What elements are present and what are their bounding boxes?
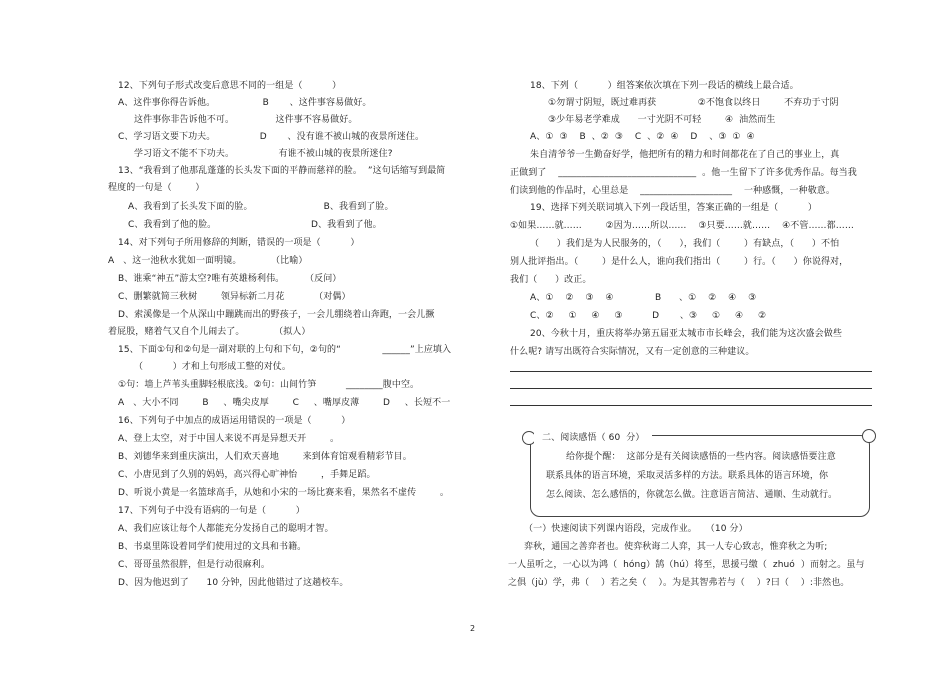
question-14-option-d-cont: 着屁股，赌着气又自个儿闹去了。 （拟人） (108, 327, 311, 337)
question-14-option-c: C、删繁就简三秋树 领异标新二月花 （对偶） (118, 292, 351, 302)
question-12-options-cd-cont: 学习语文不能不下功夫。 有谁不被山城的夜景所迷住? (134, 149, 393, 159)
banner-line-3: 怎么阅读、怎么感悟的，你就怎么做。注意语言简洁、通顺、生动就行。 (546, 490, 838, 500)
question-17-option-b: B、书桌里陈设着同学们使用过的文具和书籍。 (118, 542, 307, 552)
question-17-stem: 17、下列句子中没有语病的一句是（ ） (118, 506, 305, 516)
question-19-passage-1: （ ）我们是为人民服务的，（ ），我们（ ）有缺点，（ ）不怕 (530, 239, 840, 249)
question-14-option-b: B、谁乘“神五”游太空?唯有英雄杨利伟。 （反问） (118, 274, 342, 284)
question-19-options-ab: A、① ② ③ ④ B 、① ② ④ ③ (530, 293, 757, 303)
question-13-options-cd: C、我看到了他的脸。 D、我看到了他。 (128, 220, 382, 230)
question-19-passage-3: 我们（ ）改正。 (510, 275, 592, 285)
question-20-stem-cont: 什么呢? 请写出既符合实际情况，又有一定创意的三种建议。 (510, 347, 755, 357)
question-18-items-34: ③少年易老学难成 一寸光阴不可轻 ④ 油然而生 (548, 115, 776, 125)
reading-passage-line-2: 一人虽听之，一心以为鸿（ hóng）鹄（hú）将至，思援弓缴（ zhuó ）而射之。虽与 (508, 560, 865, 570)
page-number: 2 (470, 624, 476, 633)
question-12-options-cd: C、学习语文要下功夫。 D 、没有谁不被山城的夜景所迷住。 (118, 132, 425, 142)
question-19-stem: 19、选择下列关联词填入下列一段话里，答案正确的一组是（ ） (530, 203, 817, 213)
question-18-passage-2: 正做到了 ______________________________ 。他一生留下了许多优秀作品。每当我 (510, 168, 857, 178)
question-14-option-a: A 、这一池秋水犹如一面明镜。 （比喻） (108, 256, 308, 266)
question-18-passage-1: 朱自清爷爷一生勤奋好学，他把所有的精力和时间都花在了自己的事业上，真 (530, 150, 840, 160)
question-12-options-ab: A、这件事你得告诉他。 B 、这件事容易做好。 (118, 98, 372, 108)
answer-line-3[interactable] (510, 405, 872, 406)
question-16-option-c: C、小唐见到了久别的妈妈，高兴得心旷神怡 ，手舞足蹈。 (118, 470, 376, 480)
reading-tips-banner (520, 427, 872, 517)
question-19-options-cd: C、② ① ④ ③ D 、③ ① ④ ② (530, 311, 767, 321)
question-17-option-a: A、我们应该让每个人都能充分发扬自己的聪明才智。 (118, 524, 334, 534)
question-15-couplet: ①句：墙上芦苇头重脚轻根底浅。②句：山间竹笋 ________腹中空。 (118, 380, 420, 390)
question-16-option-a: A、登上太空，对于中国人来说不再是异想天开 。 (118, 434, 340, 444)
question-16-stem: 16、下列句子中加点的成语运用错误的一项是（ ） (118, 416, 351, 426)
reading-instruction: （一）快速阅读下列课内语段，完成作业。 （10 分） (524, 524, 748, 534)
question-13-stem: 13、“我看到了他那乱蓬蓬的长头发下面的平静而慈祥的脸。 ”这句话缩写到最简 (118, 166, 446, 176)
question-13-stem-cont: 程度的一句是（ ） (108, 183, 205, 193)
question-19-conjunctions: ①如果……就…… ②因为……所以…… ③只要……就…… ④不管……都…… (510, 221, 854, 231)
question-17-option-d: D、因为他迟到了 10 分钟，因此他错过了这趟校车。 (118, 578, 349, 588)
question-16-option-d: D、听说小黄是一名篮球高手，从她和小宋的一场比赛来看，果然名不虚传 。 (118, 488, 450, 498)
question-13-options-ab: A、我看到了长头发下面的脸。 B、我看到了脸。 (128, 202, 394, 212)
banner-line-1: 给你提个醒： 这部分是有关阅读感悟的一些内容。阅读感悟要注意 (566, 452, 836, 462)
answer-line-2[interactable] (510, 388, 872, 389)
question-18-items-12: ①勿谓寸阴短，既过难再获 ②不饱食以终日 不弃功于寸阴 (548, 98, 839, 108)
answer-line-1[interactable] (510, 371, 872, 372)
question-12-options-ab-cont: 这件事你非告诉他不可。 这件事不容易做好。 (134, 115, 358, 125)
question-18-stem: 18、下列（ ）组答案依次填在下列一段话的横线上最合适。 (530, 81, 799, 91)
question-15-stem-cont: （ ）才和上句形成工整的对仗。 (134, 362, 292, 372)
reading-passage-line-1: 弈秋，通国之善弈者也。使弈秋诲二人弈，其一人专心致志，惟弈秋之为听; (524, 542, 828, 552)
question-19-passage-2: 别人批评指出。（ ）是什么人，谁向我们指出（ ）行。（ ）你说得对， (510, 257, 849, 267)
question-20-stem: 20、今秋十月，重庆将举办第五届亚太城市市长峰会，我们能为这次盛会做些 (530, 329, 842, 339)
question-12-stem: 12、下列句子形式改变后意思不同的一组是（ ） (118, 81, 342, 91)
question-14-option-d: D、索溪像是一个从深山中蹦跳而出的野孩子，一会儿绷绕着山奔跑，一会儿撅 (118, 310, 435, 320)
question-15-options: A 、大小不同 B 、嘴尖皮厚 C 、嘴厚皮薄 D 、长短不一 (118, 398, 451, 408)
section-title: 二、阅读感悟（ 60 分） (534, 433, 652, 447)
question-16-option-b: B、刘德华来到重庆演出，人们欢天喜地 来到体育馆观看精彩节目。 (118, 452, 412, 462)
banner-line-2: 联系具体的语言环境，采取灵活多样的方法。联系具体的语言环境，你 (546, 471, 829, 481)
scroll-curl-right (862, 429, 876, 443)
question-15-stem: 15、下面①句和②句是一副对联的上句和下句，②句的“ ______”上应填入 (118, 345, 452, 355)
question-17-option-c: C、哥哥虽然很胖，但是行动很麻利。 (118, 560, 270, 570)
question-14-stem: 14、对下列句子所用修辞的判断，错误的一项是（ ） (118, 238, 360, 248)
question-18-options: A、① ③ B 、② ③ C 、② ④ D 、③ ① ④ (530, 132, 755, 142)
question-18-passage-3: 们读到他的作品时，心里总是 ____________________ 一种感慨，一种敬意。 (510, 186, 835, 196)
reading-passage-line-3: 之俱（jù）学，弗（ ）若之矣（ ）。为是其智弗若与（ ）?曰（ ）:非然也。 (508, 578, 850, 588)
